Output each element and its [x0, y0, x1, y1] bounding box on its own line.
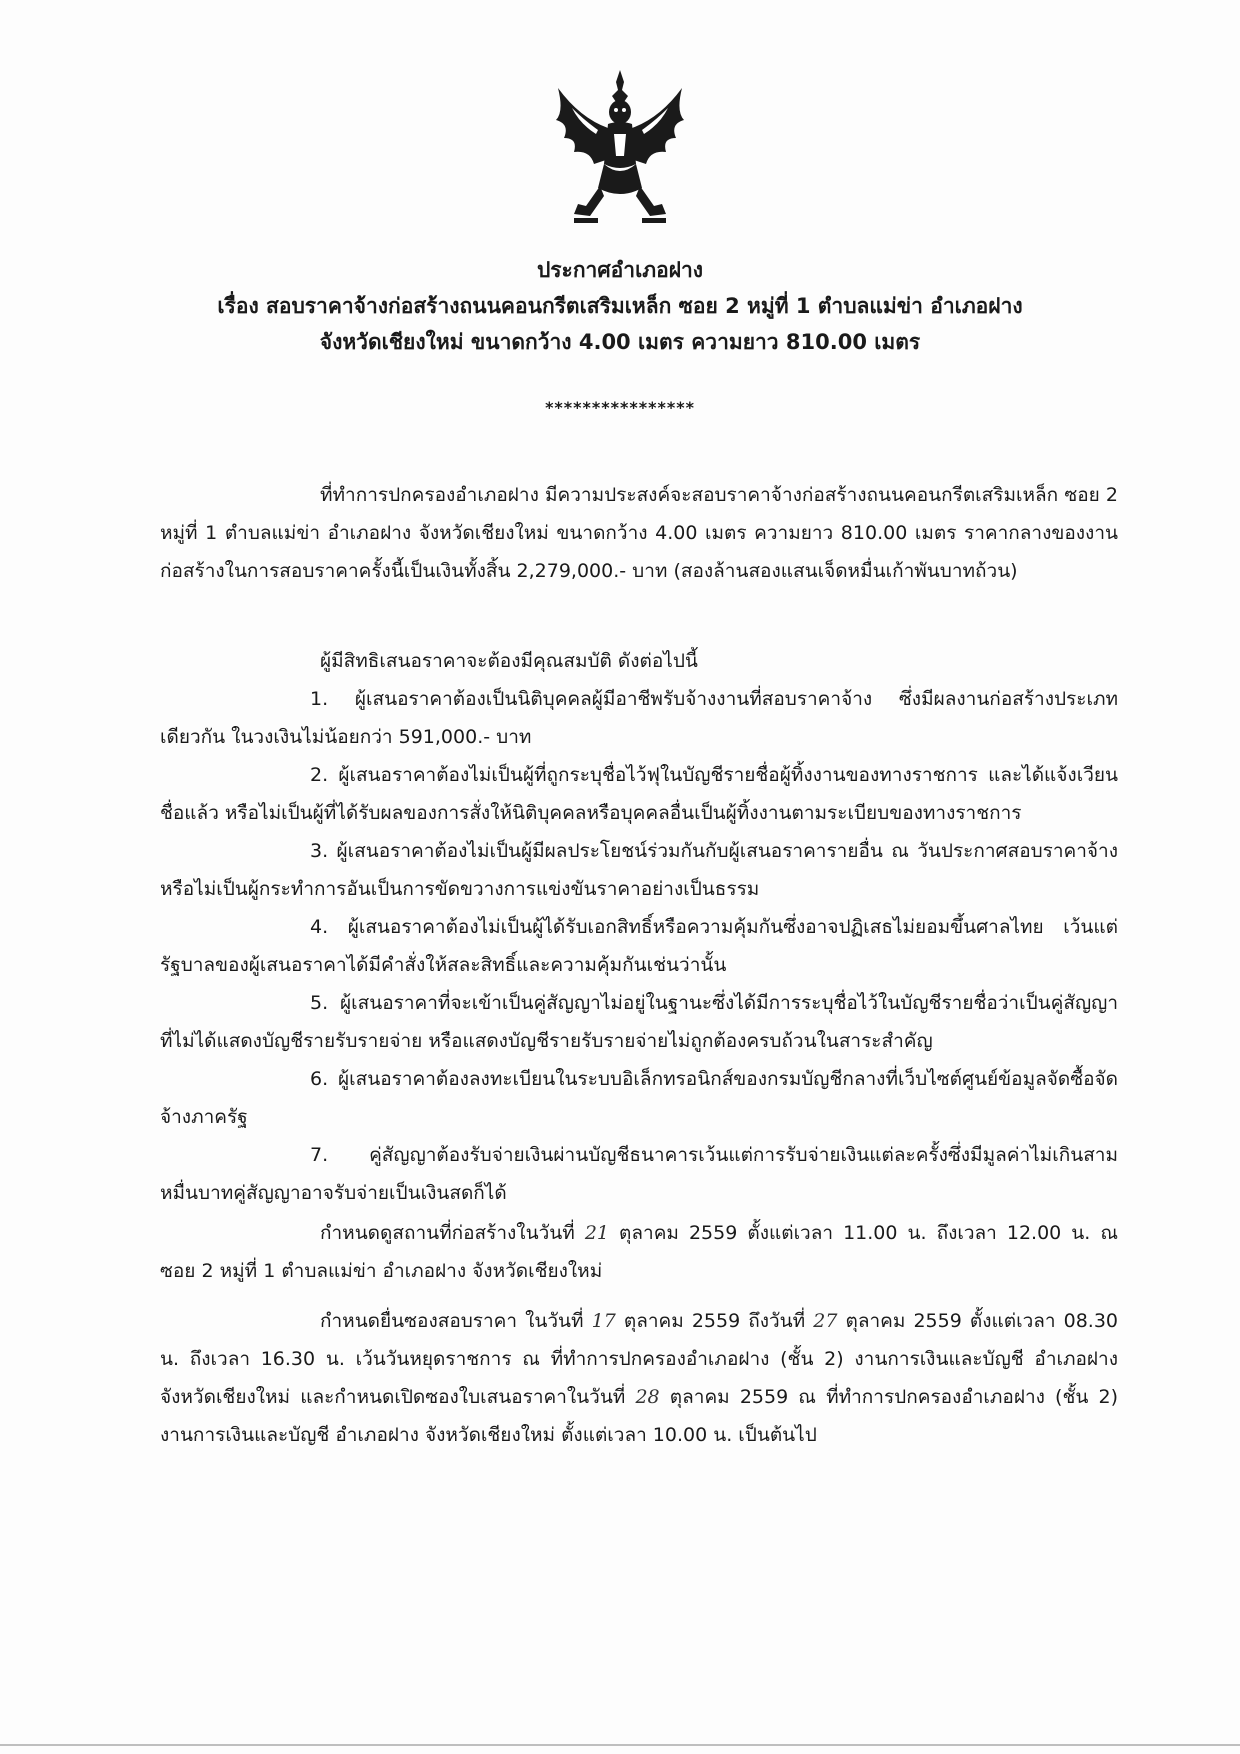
submission-text-2: ตุลาคม 2559 ถึงวันที่ [623, 1310, 806, 1332]
qualification-item: 7. คู่สัญญาต้องรับจ่ายเงินผ่านบัญชีธนาคารเว้นแต่การรับจ่ายเงินแต่ละครั้งซึ่งมีมูลค่าไม่เกินสามหมื่นบาทคู่สัญญาอาจรับจ่ายเป็นเงินสดก็ได้ [160, 1144, 1118, 1204]
submission-text-1: กำหนดยื่นซองสอบราคา ในวันที่ [320, 1310, 584, 1332]
qualification-item: 4. ผู้เสนอราคาต้องไม่เป็นผู้ได้รับเอกสิทธิ์หรือความคุ้มกันซึ่งอาจปฏิเสธไม่ยอมขึ้นศาลไทย เว้นแต่รัฐบาลของผู้เสนอราคาได้มีคำสั่งให้สละสิทธิ์และความคุ้มกันเช่นว่านั้น [160, 916, 1118, 976]
qualification-item: 5. ผู้เสนอราคาที่จะเข้าเป็นคู่สัญญาไม่อยู่ในฐานะซึ่งได้มีการระบุชื่อไว้ในบัญชีรายชื่อว่าเป็นคู่สัญญาที่ไม่ได้แสดงบัญชีรายรับรายจ่าย หรือแสดงบัญชีรายรับรายจ่ายไม่ถูกต้องครบถ้วนในสาระสำคัญ [160, 992, 1118, 1052]
page-bottom-edge [0, 1744, 1240, 1746]
site-visit-paragraph [160, 1214, 1118, 1290]
announcement-subject-line1: เรื่อง สอบราคาจ้างก่อสร้างถนนคอนกรีตเสริมเหล็ก ซอย 2 หมู่ที่ 1 ตำบลแม่ข่า อำเภอฝาง [217, 294, 1023, 318]
submission-text-3: ตุลาคม 2559 ตั้งแต่เวลา 08.30 น. ถึงเวลา 16.30 น. เว้นวันหยุดราชการ ณ ที่ทำการปกครองอำเภอฝาง (ชั้น 2) งานการเงินและบัญชี อำเภอฝาง จังหวัดเชียงใหม่ และกำหนดเปิดซองใบเสนอราคาในวันที่ [160, 1310, 1118, 1408]
intro-paragraph: ที่ทำการปกครองอำเภอฝาง มีความประสงค์จะสอบราคาจ้างก่อสร้างถนนคอนกรีตเสริมเหล็ก ซอย 2 หมู่ที่ 1 ตำบลแม่ข่า อำเภอฝาง จังหวัดเชียงใหม่ ขนาดกว้าง 4.00 เมตร ความยาว 810.00 เมตร ราคากลางของงานก่อสร้างในการสอบราคาครั้งนี้เป็นเงินทั้งสิ้น 2,279,000.- บาท (สองล้านสองแสนเจ็ดหมื่นเก้าพันบาทถ้วน) [160, 484, 1118, 582]
submission-end-day: 27 [813, 1310, 838, 1332]
site-visit-section [160, 1214, 1118, 1290]
separator: **************** [545, 398, 695, 417]
site-visit-text-rest: ตุลาคม 2559 ตั้งแต่เวลา 11.00 น. ถึงเวลา 12.00 น. ณ ซอย 2 หมู่ที่ 1 ตำบลแม่ข่า อำเภอฝาง จังหวัดเชียงใหม่ [160, 1222, 1118, 1282]
garuda-emblem-icon [550, 68, 690, 228]
intro-section [160, 476, 1118, 590]
qualification-item: 1. ผู้เสนอราคาต้องเป็นนิติบุคคลผู้มีอาชีพรับจ้างงานที่สอบราคาจ้าง ซึ่งมีผลงานก่อสร้างประเภทเดียวกัน ในวงเงินไม่น้อยกว่า 591,000.- บาท [160, 688, 1118, 748]
submission-text-4: ตุลาคม 2559 ณ ที่ทำการปกครองอำเภอฝาง (ชั้น 2) งานการเงินและบัญชี อำเภอฝาง จังหวัดเชียงใหม่ ตั้งแต่เวลา 10.00 น. เป็นต้นไป [160, 1386, 1118, 1446]
announcement-subject-line2: จังหวัดเชียงใหม่ ขนาดกว้าง 4.00 เมตร ความยาว 810.00 เมตร [319, 330, 921, 354]
site-visit-day: 21 [584, 1222, 609, 1244]
submission-paragraph [160, 1302, 1118, 1454]
qualification-item: 6. ผู้เสนอราคาต้องลงทะเบียนในระบบอิเล็กทรอนิกส์ของกรมบัญชีกลางที่เว็บไซต์ศูนย์ข้อมูลจัดซื้อจัดจ้างภาครัฐ [160, 1068, 1118, 1128]
qualifications-section [160, 642, 1118, 1212]
site-visit-text: กำหนดดูสถานที่ก่อสร้างในวันที่ [320, 1222, 575, 1244]
submission-open-day: 28 [635, 1386, 660, 1408]
qualification-item: 3. ผู้เสนอราคาต้องไม่เป็นผู้มีผลประโยชน์ร่วมกันกับผู้เสนอราคารายอื่น ณ วันประกาศสอบราคาจ้าง หรือไม่เป็นผู้กระทำการอันเป็นการขัดขวางการแข่งขันราคาอย่างเป็นธรรม [160, 840, 1118, 900]
submission-section [160, 1302, 1118, 1454]
announcement-title: ประกาศอำเภอฝาง [536, 258, 704, 282]
qualifications-heading: ผู้มีสิทธิเสนอราคาจะต้องมีคุณสมบัติ ดังต่อไปนี้ [320, 650, 698, 672]
submission-start-day: 17 [591, 1310, 616, 1332]
qualification-item: 2. ผู้เสนอราคาต้องไม่เป็นผู้ที่ถูกระบุชื่อไว้ฟุในบัญชีรายชื่อผู้ทิ้งงานของทางราชการ และได้แจ้งเวียนชื่อแล้ว หรือไม่เป็นผู้ที่ได้รับผลของการสั่งให้นิติบุคคลหรือบุคคลอื่นเป็นผู้ทิ้งงานตามระเบียบของทางราชการ [160, 764, 1118, 824]
